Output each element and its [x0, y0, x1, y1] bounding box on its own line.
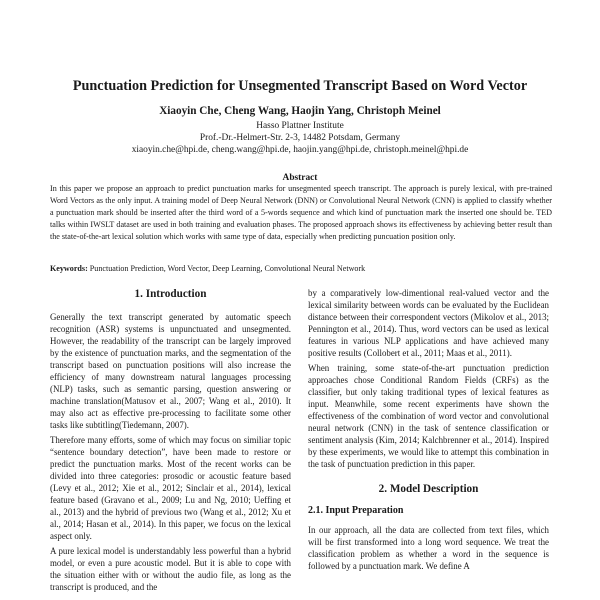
paragraph: by a comparatively low-dimentional real-valued vector and the lexical similarity between words can be evaluated by the Euclidean distance between their correspondent vectors (Mikolov et al., 2013; Pennington et al., 2014). Thus, word vectors can be used as lexical features in various NLP applications and have achieved many positive results (Collobert et al., 2011; Maas et al., 2011).	[308, 288, 549, 358]
abstract-heading: Abstract	[282, 173, 318, 183]
subsection-heading-input-preparation: 2.1. Input Preparation	[308, 505, 404, 516]
paragraph: In our approach, all the data are collected from text files, which will be first transformed into a long word sequence. We treat the classification problem as whether a word in the sequence is followed by a punctuation mark. We define A	[308, 525, 549, 571]
section-heading-introduction: 1. Introduction	[134, 288, 207, 300]
paragraph: Generally the text transcript generated by automatic speech recognition (ASR) systems is unpunctuated and unsegmented. However, the readability of the transcript can be largely improved by the existence of punctuation marks, and the segmentation of the transcript based on punctuation positions will also increase the efficiency of many downstream natural languages processing (NLP) tasks, such as semantic parsing, question answering or machine translation(Matusov et al., 2007; Wang et al., 2010). It may also act as effective pre-processing to facilitate some other tasks like subtitling(Tiedemann, 2007).	[50, 312, 291, 430]
right-column	[308, 287, 549, 575]
section-heading-model-description: 2. Model Description	[378, 483, 479, 495]
keywords-label: Keywords:	[50, 264, 88, 273]
author-list: Xiaoyin Che, Cheng Wang, Haojin Yang, Christoph Meinel	[159, 105, 441, 117]
left-column	[50, 287, 291, 596]
paragraph: When training, some state-of-the-art punctuation prediction approaches chose Conditional Random Fields (CRFs) as the classifier, but only taking traditional types of lexical features as input. Meanwhile, some recent experiments have shown the effectiveness of the combination of word vector and convolutional neural network (CNN) in the task of sentence classification or sentiment analysis (Kim, 2014; Kalchbrenner et al., 2014). Inspired by these experiments, we would like to attempt this combination in the task of punctuation prediction in this paper.	[308, 363, 549, 469]
abstract-text: In this paper we propose an approach to predict punctuation marks for unsegmented speech transcript. The approach is purely lexical, with pre-trained Word Vectors as the only input. A training model of Deep Neural Network (DNN) or Convolutional Neural Network (CNN) is applied to classify whether a punctuation mark should be inserted after the third word of a 5-words sequence and which kind of punctuation mark the inserted one should be. TED talks within IWSLT dataset are used in both training and evaluation phases. The proposed approach shows its effectiveness by achieving better result than the state-of-the-art lexical solution which works with same type of data, especially when predicting puncuation position only.	[50, 184, 552, 241]
institution: Hasso Plattner Institute	[256, 121, 344, 131]
affiliation-block	[40, 120, 560, 156]
paper-title: Punctuation Prediction for Unsegmented Transcript Based on Word Vector	[72, 78, 528, 94]
keywords-list: Punctuation Prediction, Word Vector, Deep Learning, Convolutional Neural Network	[89, 264, 366, 273]
paragraph: A pure lexical model is understandably less powerful than a hybrid model, or even a pure acoustic model. But it is able to cope with the situation either with or without the audio file, as long as the transcript is produced, and the	[50, 546, 291, 592]
paragraph: Therefore many efforts, some of which may focus on similiar topic “sentence boundary detection”, have been made to restore or predict the punctuation marks. Most of the recent works can be divided into three categories: prosodic or acoustic feature based (Levy et al., 2012; Xie et al., 2012; Sinclair et al., 2014), lexical feature based (Gravano et al., 2009; Lu and Ng, 2010; Ueffing et al., 2013) and the hybrid of previous two (Wang et al., 2012; Xu et al., 2014; Hasan et al., 2014). In this paper, we focus on the lexical aspect only.	[50, 435, 291, 541]
emails: xiaoyin.che@hpi.de, cheng.wang@hpi.de, haojin.yang@hpi.de, christoph.meinel@hpi.de	[131, 145, 469, 155]
address: Prof.-Dr.-Helmert-Str. 2-3, 14482 Potsdam, Germany	[199, 133, 401, 143]
keywords-line	[50, 263, 552, 274]
